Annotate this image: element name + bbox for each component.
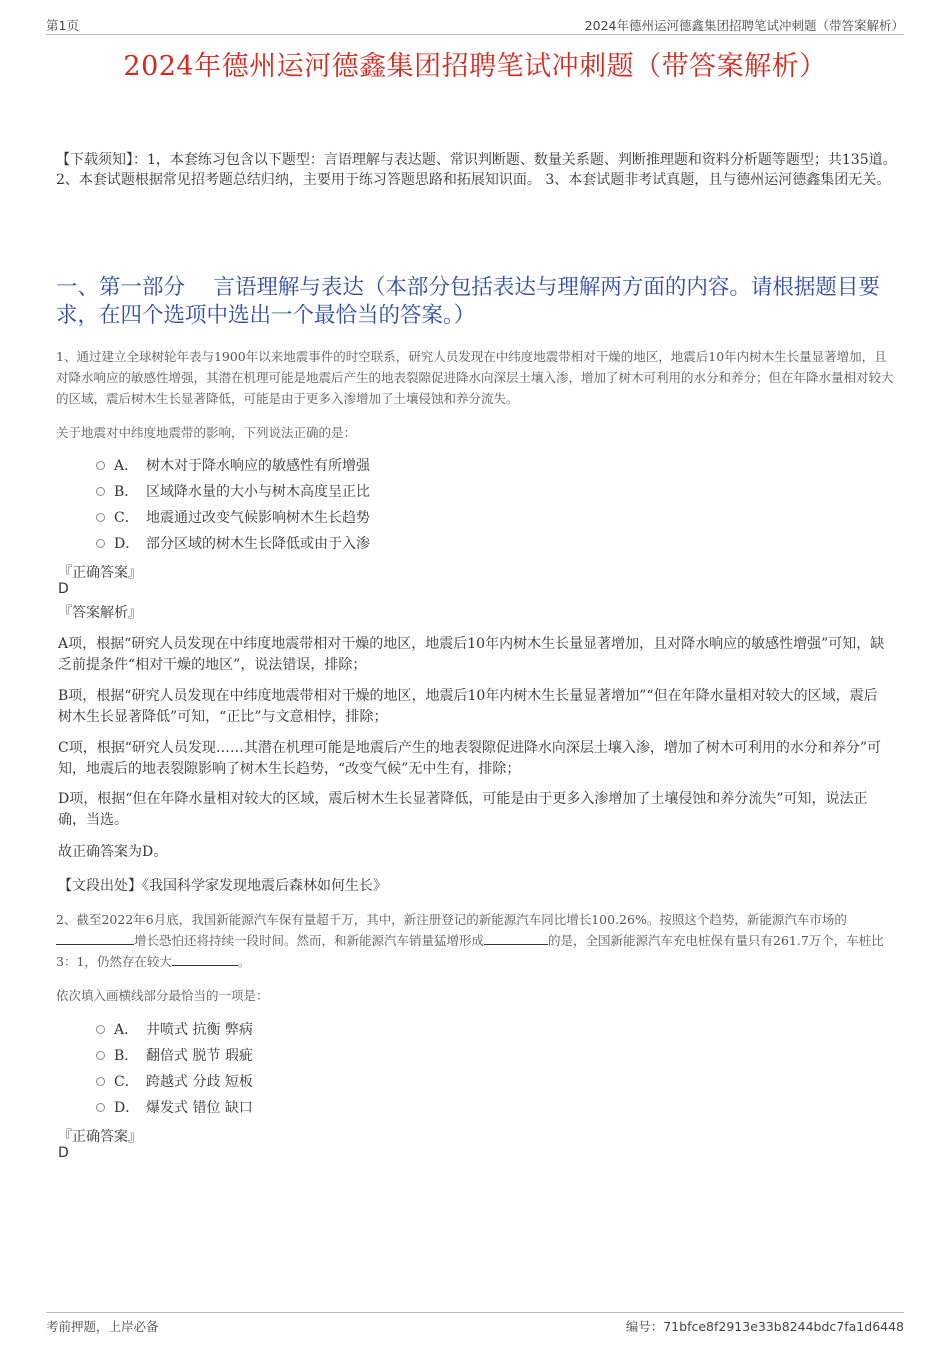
option-b[interactable]: B． 区域降水量的大小与树木高度呈正比 xyxy=(96,478,370,504)
option-c[interactable]: C． 跨越式 分歧 短板 xyxy=(96,1068,253,1094)
analysis-b: B项，根据“研究人员发现在中纬度地震带相对干燥的地区，地震后10年内树木生长量显著增加”“但在年降水量相对较大的区域，震后树木生长显著降低”可知，“正比”与文意相悖，排除； xyxy=(58,688,878,725)
option-d[interactable]: D． 爆发式 错位 缺口 xyxy=(96,1094,253,1120)
analysis-d: D项，根据“但在年降水量相对较大的区域，震后树木生长显著降低，可能是由于更多入渗增加了土壤侵蚀和养分流失”可知，说法正确，当选。 xyxy=(58,791,868,828)
question-1-options xyxy=(96,452,370,556)
radio-icon[interactable] xyxy=(96,487,105,496)
answer-label: 『正确答案』 xyxy=(58,565,142,581)
answer-value: D xyxy=(58,581,69,597)
question-2-text: 2、截至2022年6月底，我国新能源汽车保有量超千万，其中，新注册登记的新能源汽车同比增长100.26%。按照这个趋势，新能源汽车市场的增长恐怕还将持续一段时间。然而，和新能源汽车销量猛增形成 的是，全国新能源汽车充电桩保有量只有261.7万个，车桩比3：1，仍然存在较大 。 xyxy=(56,912,884,969)
radio-icon[interactable] xyxy=(96,1077,105,1086)
answer-label: 『正确答案』 xyxy=(58,1129,142,1145)
radio-icon[interactable] xyxy=(96,1025,105,1034)
page-number: 第1页 xyxy=(46,18,79,33)
header-doc-title: 2024年德州运河德鑫集团招聘笔试冲刺题（带答案解析） xyxy=(584,18,904,33)
radio-icon[interactable] xyxy=(96,1103,105,1112)
question-1-text: 1、通过建立全球树轮年表与1900年以来地震事件的时空联系，研究人员发现在中纬度地震带相对干燥的地区，地震后10年内树木生长量显著增加，且对降水响应的敏感性增强，其潜在机理可能是地震后产生的地表裂隙促进降水向深层土壤入渗，增加了树木可利用的水分和养分；但在年降水量相对较大的区域，震后树木生长显著降低，可能是由于更多入渗增加了土壤侵蚀和养分流失。 xyxy=(56,349,894,406)
option-a[interactable]: A． 树木对于降水响应的敏感性有所增强 xyxy=(96,452,370,478)
option-a[interactable]: A． 井喷式 抗衡 弊病 xyxy=(96,1016,253,1042)
question-2-ask: 依次填入画横线部分最恰当的一项是： xyxy=(56,988,269,1003)
download-notice: 【下载须知】：1，本套练习包含以下题型：言语理解与表达题、常识判断题、数量关系题、判断推理题和资料分析题等题型；共135道。 2、本套试题根据常见招考题总结归纳，主要用于练习答题思路和拓展知识面。 3、本套试题非考试真题，且与德州运河德鑫集团无关。 xyxy=(56,152,897,188)
fill-blank xyxy=(172,953,238,966)
section-heading: 一、第一部分 言语理解与表达（本部分包括表达与理解两方面的内容。请根据题目要求，在四个选项中选出一个最恰当的答案。） xyxy=(56,275,880,328)
answer-value: D xyxy=(58,1145,69,1161)
footer-code: 编号：71bfce8f2913e33b8244bdc7fa1d6448 xyxy=(625,1319,904,1334)
radio-icon[interactable] xyxy=(96,461,105,470)
option-c[interactable]: C． 地震通过改变气候影响树木生长趋势 xyxy=(96,504,370,530)
page-header xyxy=(46,14,904,35)
analysis-conclusion: 故正确答案为D。 xyxy=(58,844,168,860)
radio-icon[interactable] xyxy=(96,539,105,548)
footer-slogan: 考前押题，上岸必备 xyxy=(46,1319,159,1334)
page-footer xyxy=(46,1312,904,1335)
radio-icon[interactable] xyxy=(96,513,105,522)
radio-icon[interactable] xyxy=(96,1051,105,1060)
fill-blank xyxy=(56,932,134,945)
source-citation: 【文段出处】《我国科学家发现地震后森林如何生长》 xyxy=(58,878,387,894)
fill-blank xyxy=(484,932,548,945)
document-title: 2024年德州运河德鑫集团招聘笔试冲刺题（带答案解析） xyxy=(123,51,827,82)
option-d[interactable]: D． 部分区域的树木生长降低或由于入渗 xyxy=(96,530,370,556)
analysis-a: A项，根据“研究人员发现在中纬度地震带相对干燥的地区，地震后10年内树木生长量显著增加，且对降水响应的敏感性增强”可知，缺乏前提条件“相对干燥的地区”，说法错误，排除； xyxy=(58,636,885,673)
question-1-ask: 关于地震对中纬度地震带的影响，下列说法正确的是： xyxy=(56,425,357,440)
question-2-options xyxy=(96,1016,253,1120)
analysis-label: 『答案解析』 xyxy=(58,605,142,621)
analysis-c: C项，根据“研究人员发现……其潜在机理可能是地震后产生的地表裂隙促进降水向深层土壤入渗，增加了树木可利用的水分和养分”可知，地震后的地表裂隙影响了树木生长趋势，“改变气候”无中生有，排除； xyxy=(58,740,882,777)
option-b[interactable]: B． 翻倍式 脱节 瑕疵 xyxy=(96,1042,253,1068)
